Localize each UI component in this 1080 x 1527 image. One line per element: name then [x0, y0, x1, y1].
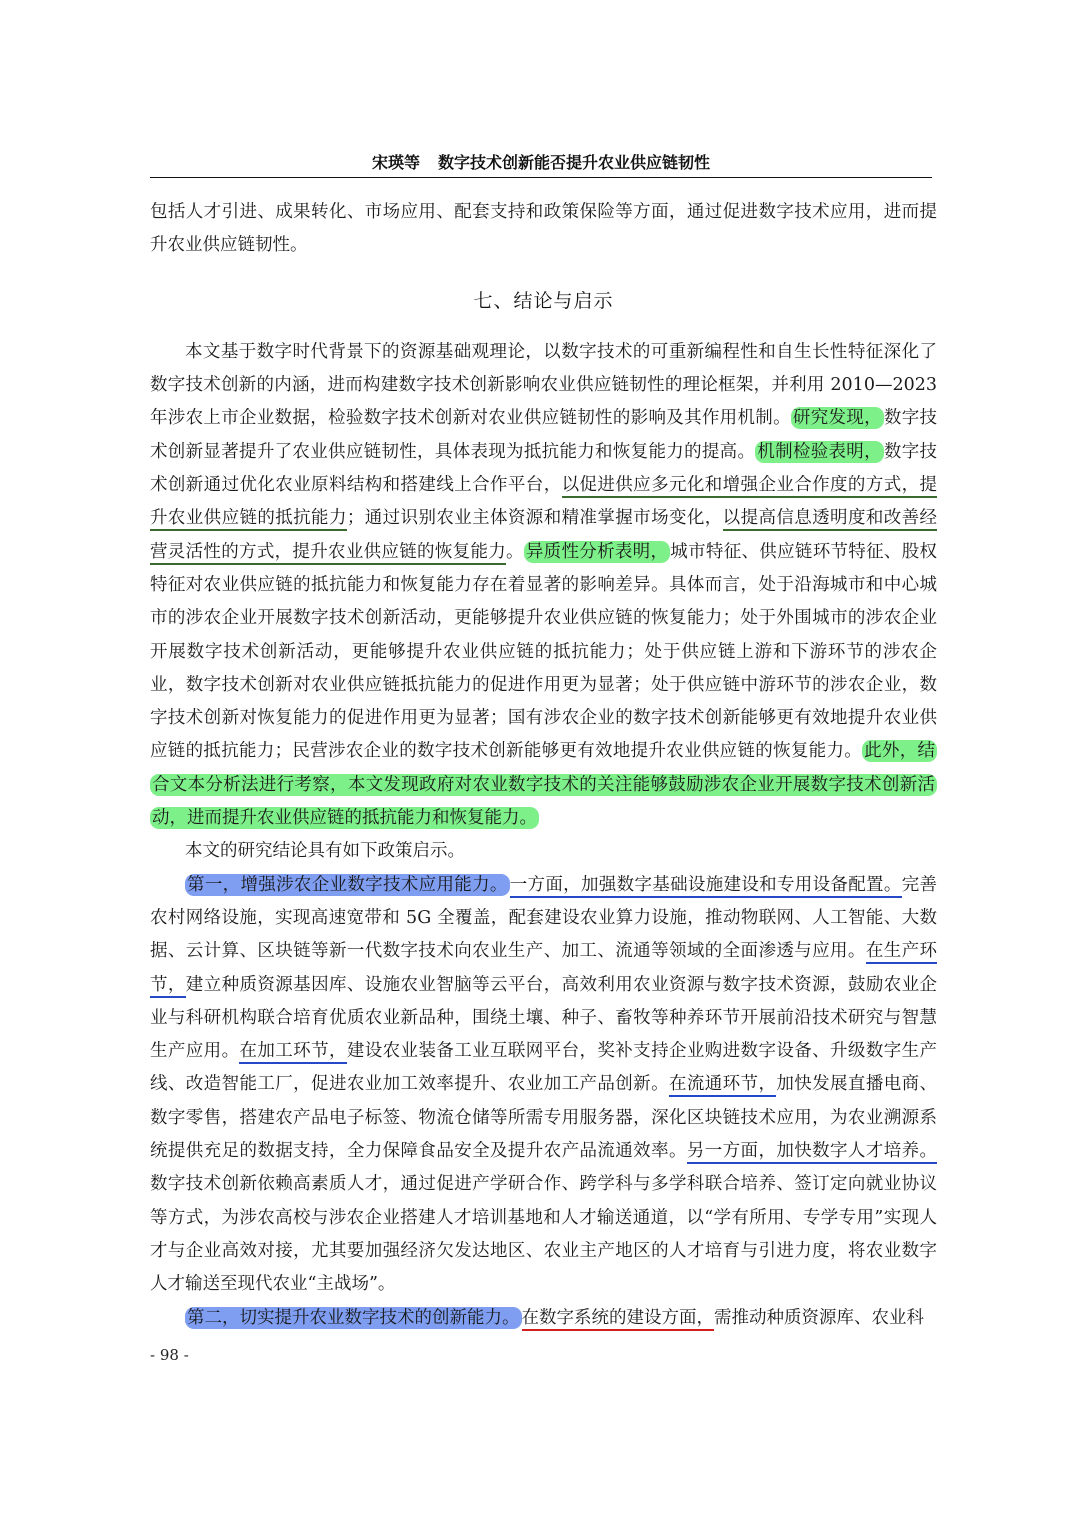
- header-title: 数字技术创新能否提升农业供应链韧性: [438, 153, 711, 172]
- running-header: [150, 150, 932, 173]
- highlight-green: 机制检验表明，: [757, 441, 882, 462]
- paragraph-implications-intro: 本文的研究结论具有如下政策启示。: [185, 841, 465, 862]
- underline-blue: 一方面，加强数字基础设施建设和专用设备配置。: [510, 875, 902, 898]
- body-text: [150, 196, 937, 1335]
- underline-red: 在数字系统的建设方面，: [522, 1308, 715, 1331]
- underline-green: 以提高信息透明度和改善经营灵活性的方式，提升农业供应链的恢复能力: [150, 508, 937, 564]
- underline-blue: 在流通环节，: [669, 1074, 776, 1097]
- header-authors: 宋瑛等: [371, 153, 420, 172]
- highlight-blue: 第二，切实提升农业数字技术的创新能力。: [187, 1307, 520, 1328]
- text-run: 建立种质资源基因库、设施农业智脑等云平台，高效利用农业资源与数字技术资源，鼓励农业企业与科研机构联合培育优质农业新品种，围绕土壤、种子、畜牧等种养环节开展前沿技术研究与智慧生产应用。: [150, 974, 938, 1062]
- text-run: 加快发展直播电商、数字零售，搭建农产品电子标签、物流仓储等所需专用服务器，深化区块链技术应用，为农业溯源系统提供充足的数据支持，全力保障食品安全及提升农产品流通效率。: [150, 1074, 938, 1162]
- text-run: 数字技术创新显著提升了农业供应链韧性，具体表现为抵抗能力和恢复能力的提高。: [150, 408, 938, 462]
- text-run: 本文基于数字时代背景下的资源基础观理论，以数字技术的可重新编程性和自生长性特征深化了数字技术创新的内涵，进而构建数字技术创新影响农业供应链韧性的理论框架，并利用 2010—2023 年涉农上市企业数据，检验数字技术创新对农业供应链韧性的影响及其作用机制。: [150, 341, 937, 429]
- underline-blue: 另一方面，加快数字人才培养。: [687, 1141, 937, 1164]
- underline-green: 以促进供应多元化和增强企业合作度的方式，提升农业供应链的抵抗能力: [150, 475, 937, 531]
- text-run: ；通过识别农业主体资源和精准掌握市场变化，: [346, 508, 723, 529]
- text-run: 建设农业装备工业互联网平台，奖补支持企业购进数字设备、升级数字生产线、改造智能工厂，促进农业加工效率提升、农业加工产品创新。: [150, 1041, 938, 1095]
- highlight-green: 此外，结合文本分析法进行考察，本文发现政府对农业数字技术的关注能够鼓励涉农企业开展数字技术创新活动，进而提升农业供应链的抵抗能力和恢复能力。: [152, 741, 936, 829]
- paragraph-continued: 包括人才引进、成果转化、市场应用、配套支持和政策保险等方面，通过促进数字技术应用，进而提升农业供应链韧性。: [150, 202, 937, 256]
- text-run: 数字技术创新通过优化农业原料结构和搭建线上合作平台，: [150, 441, 938, 496]
- highlight-blue: 第一，增强涉农企业数字技术应用能力。: [187, 874, 508, 895]
- text-run: 。: [506, 541, 524, 562]
- text-run: 需推动种质资源库、农业科: [714, 1307, 924, 1328]
- header-rule: [150, 177, 932, 178]
- text-run: 城市特征、供应链环节特征、股权特征对农业供应链的抵抗能力和恢复能力存在着显著的影响差异。具体而言，处于沿海城市和中心城市的涉农企业开展数字技术创新活动，更能够提升农业供应链的恢复能力；处于外围城市的涉农企业开展数字技术创新活动，更能够提升农业供应链的抵抗能力；处于供应链上游和下游环节的涉农企业，数字技术创新对农业供应链抵抗能力的促进作用更为显著；处于供应链中游环节的涉农企业，数字技术创新对恢复能力的促进作用更为显著；国有涉农企业的数字技术创新能够更有效地提升农业供应链的抵抗能力；民营涉农企业的数字技术创新能够更有效地提升农业供应链的恢复能力。: [150, 541, 938, 762]
- paragraph-conclusions: [150, 336, 937, 835]
- text-run: 数字技术创新依赖高素质人才，通过促进产学研合作、跨学科与多学科联合培养、签订定向就业协议等方式，为涉农高校与涉农企业搭建人才培训基地和人才输送通道，以“学有所用、专学专用”实现人才与企业高效对接，尤其要加强经济欠发达地区、农业主产地区的人才培育与引进力度，将农业数字人才输送至现代农业“主战场”。: [150, 1174, 937, 1295]
- page-number: - 98 -: [150, 1346, 189, 1364]
- highlight-green: 异质性分析表明，: [525, 541, 669, 562]
- paragraph-policy-one: [150, 869, 937, 1302]
- underline-blue: 在生产环节，: [150, 941, 937, 997]
- underline-blue: 在加工环节，: [239, 1041, 346, 1064]
- text-run: 完善农村网络设施，实现高速宽带和 5G 全覆盖，配套建设农业算力设施，推动物联网、人工智能、大数据、云计算、区块链等新一代数字技术向农业生产、加工、流通等领域的全面渗透与应用。: [150, 874, 938, 962]
- highlight-green: 研究发现，: [792, 408, 882, 429]
- section-title: 七、结论与启示: [473, 289, 614, 312]
- paragraph-policy-two: [150, 1302, 937, 1335]
